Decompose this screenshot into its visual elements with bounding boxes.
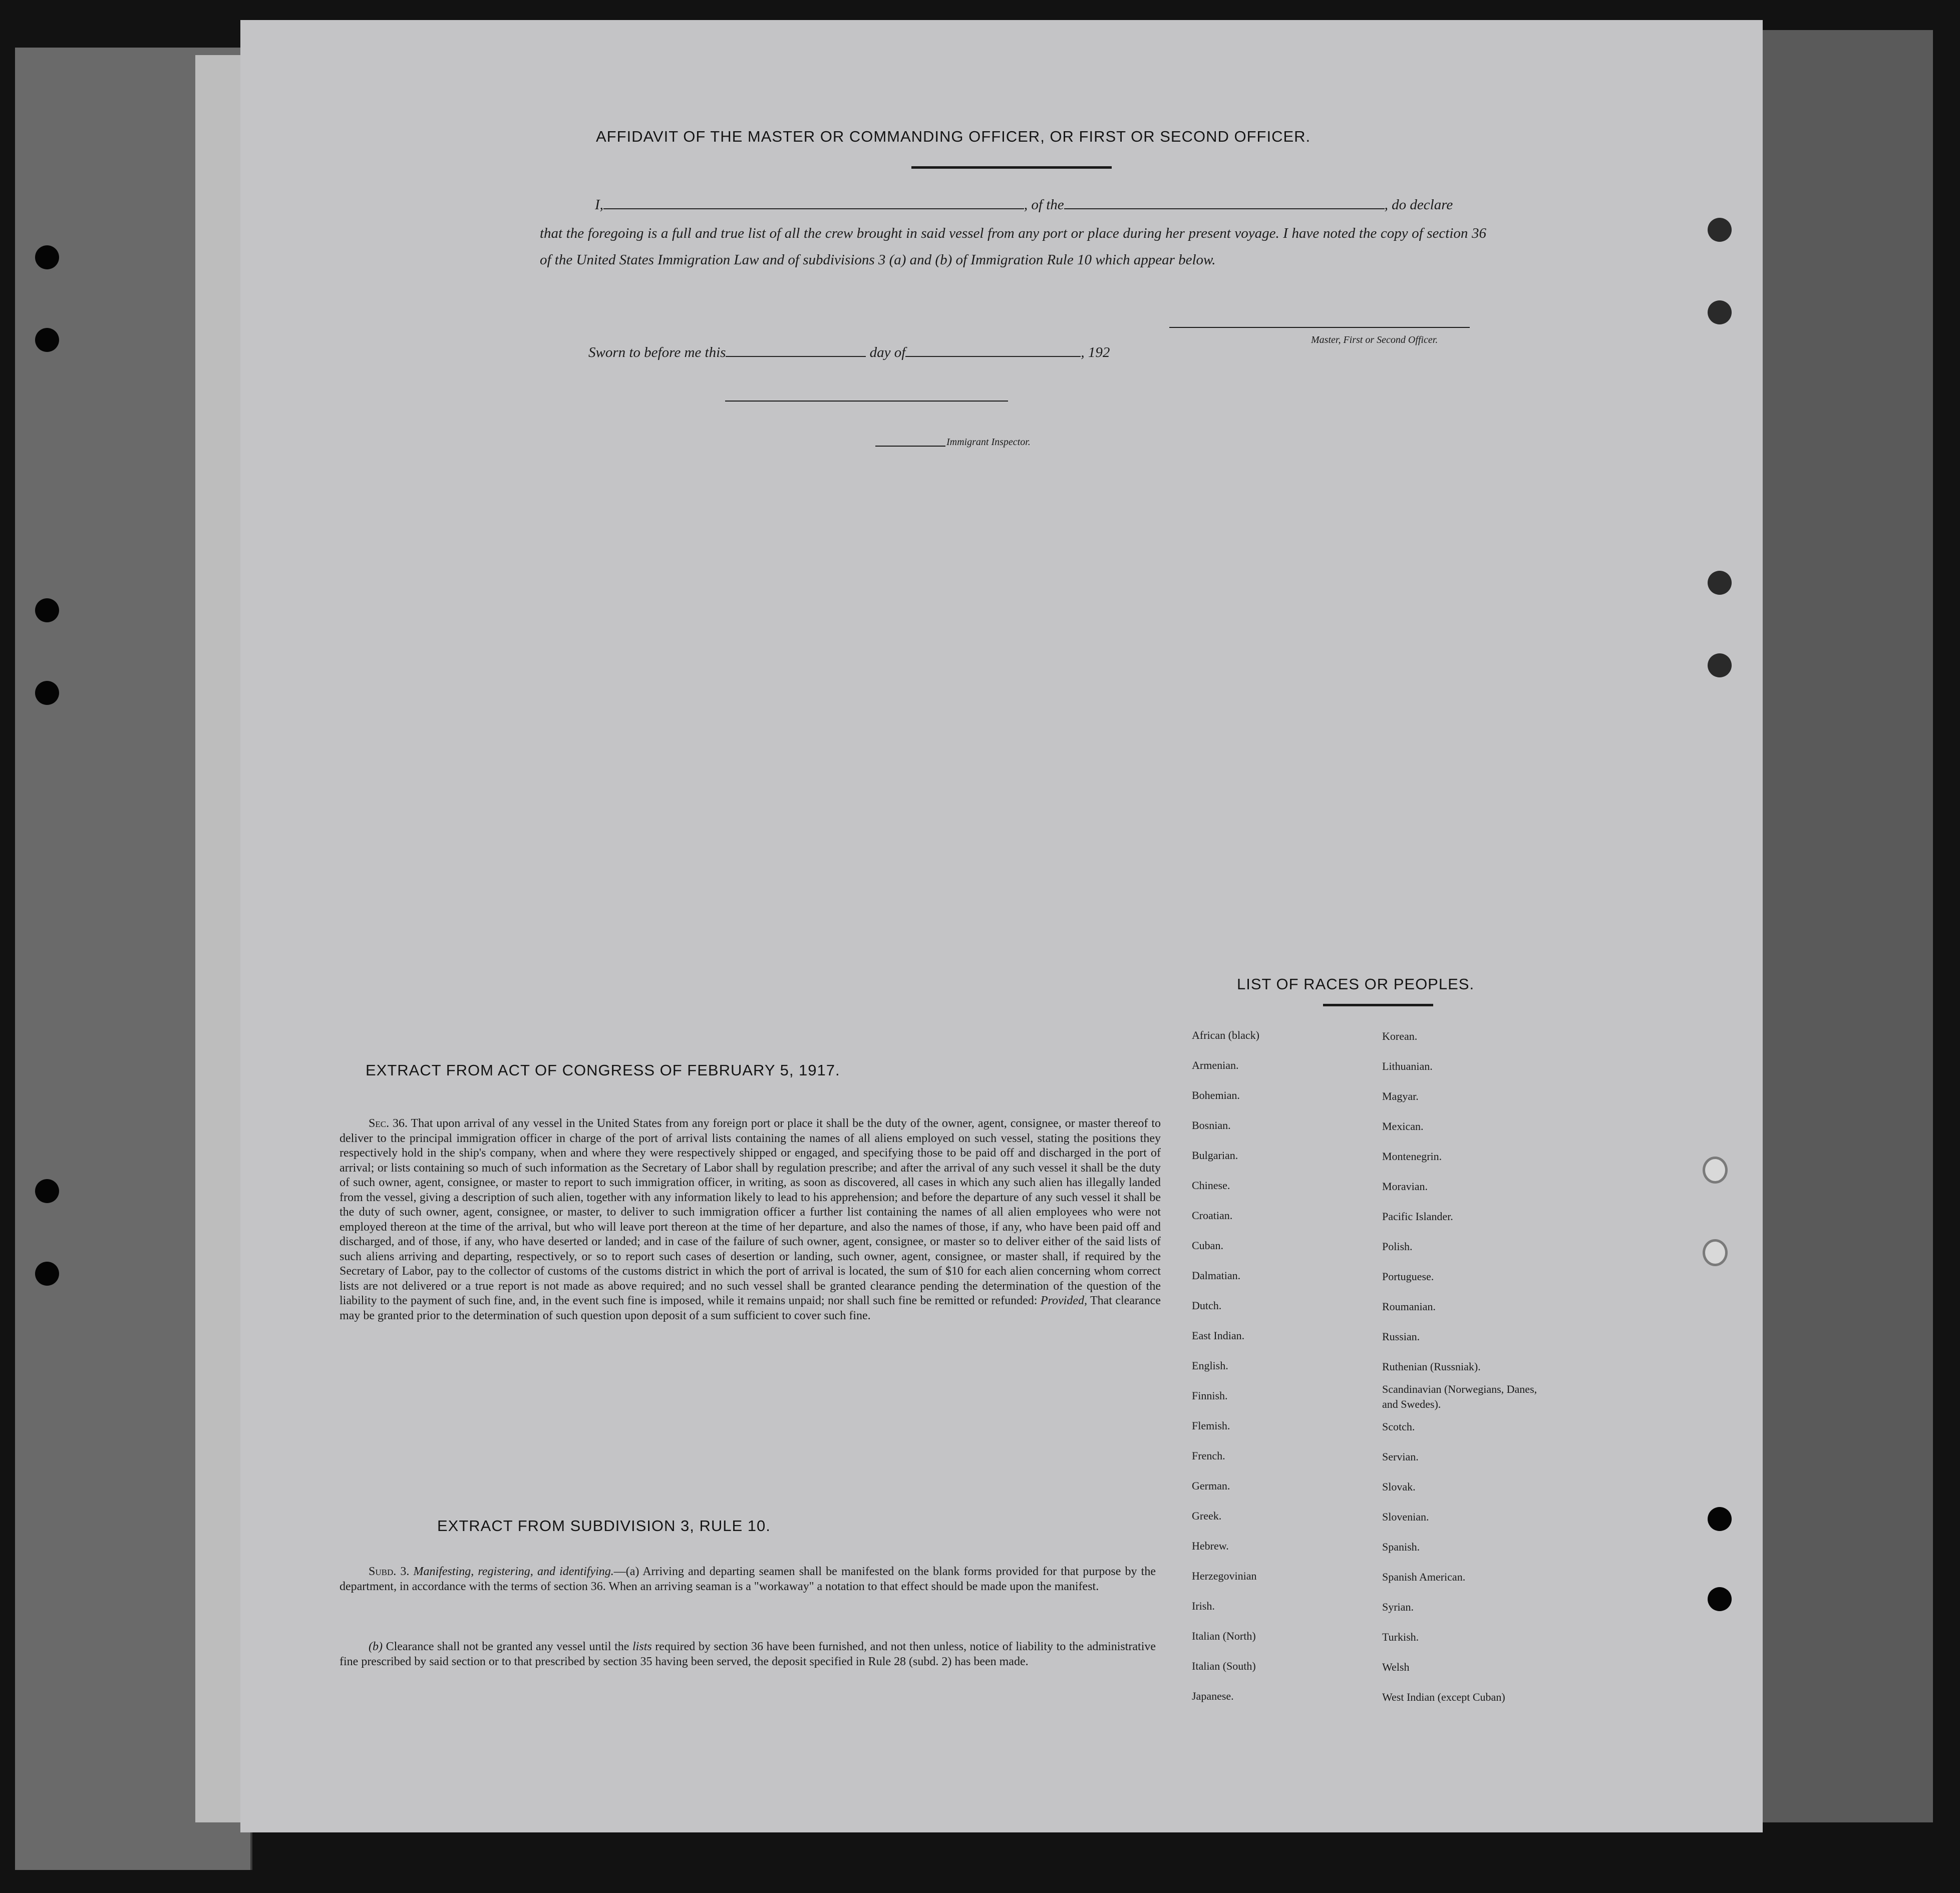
affidavit-title: AFFIDAVIT OF THE MASTER OR COMMANDING OFFICER, OR FIRST OR SECOND OFFICER. bbox=[596, 128, 1311, 145]
race-item: Turkish. bbox=[1382, 1631, 1419, 1643]
underlying-page-right bbox=[1743, 30, 1933, 1822]
declare-suffix: , do declare bbox=[1384, 197, 1453, 213]
subdivision-label: Subd. 3. bbox=[369, 1565, 410, 1578]
race-item: French. bbox=[1192, 1449, 1225, 1462]
binder-hole bbox=[1708, 571, 1732, 595]
race-item: Hebrew. bbox=[1192, 1540, 1229, 1552]
binder-hole bbox=[35, 598, 59, 622]
races-right-column bbox=[1382, 1021, 1547, 1712]
race-item: West Indian (except Cuban) bbox=[1382, 1691, 1505, 1703]
race-item: Scotch. bbox=[1382, 1420, 1415, 1433]
race-item: Spanish. bbox=[1382, 1541, 1420, 1553]
subdivision-heading: Manifesting, registering, and identifying. bbox=[413, 1565, 614, 1578]
sworn-month-field[interactable] bbox=[905, 343, 1081, 357]
race-item: Montenegrin. bbox=[1382, 1150, 1442, 1163]
race-item: Korean. bbox=[1382, 1030, 1418, 1042]
race-item: Russian. bbox=[1382, 1330, 1420, 1343]
paragraph-a: —(a) Arriving and departing seamen shall be manifested on the blank forms provided for that purpose by the department, in accordance with the terms of section 36. When an arriving seaman is a "workaway" a notation to that effect should be made upon the manifest. bbox=[340, 1565, 1156, 1593]
race-item: Croatian. bbox=[1192, 1209, 1233, 1222]
vessel-name-field[interactable] bbox=[1064, 195, 1385, 209]
race-item: Magyar. bbox=[1382, 1090, 1419, 1102]
race-item: Servian. bbox=[1382, 1450, 1419, 1463]
race-item: Herzegovinian bbox=[1192, 1570, 1257, 1582]
underlying-page-strip bbox=[195, 55, 245, 1822]
race-item: Mexican. bbox=[1382, 1120, 1424, 1132]
race-item: Japanese. bbox=[1192, 1690, 1234, 1702]
binder-hole bbox=[35, 681, 59, 705]
paragraph-b-text1: Clearance shall not be granted any vessel until the bbox=[386, 1640, 629, 1653]
inspector-label: Immigrant Inspector. bbox=[946, 437, 1031, 448]
binder-hole bbox=[35, 1179, 59, 1203]
race-item: German. bbox=[1192, 1479, 1230, 1492]
race-item: Bohemian. bbox=[1192, 1089, 1240, 1101]
race-item: Bulgarian. bbox=[1192, 1149, 1238, 1162]
paragraph-b-text2: required by section 36 have been furnished, and not then unless, notice of liability to the administrative fine prescribed by said section or to that prescribed by section 35 having been served, the deposit specified in Rule 28 (subd. 2) has been made. bbox=[340, 1640, 1156, 1668]
race-item: English. bbox=[1192, 1359, 1228, 1372]
race-item: Finnish. bbox=[1192, 1389, 1228, 1402]
race-item: Bosnian. bbox=[1192, 1119, 1231, 1131]
sworn-line bbox=[588, 343, 1110, 361]
race-item: Scandinavian (Norwegians, Danes, and Swedes). bbox=[1382, 1383, 1537, 1410]
act-extract-title: EXTRACT FROM ACT OF CONGRESS OF FEBRUARY 5, 1917. bbox=[366, 1061, 840, 1079]
race-item: Dalmatian. bbox=[1192, 1269, 1241, 1282]
race-item: Armenian. bbox=[1192, 1059, 1239, 1071]
race-item: Spanish American. bbox=[1382, 1571, 1466, 1583]
race-item: Cuban. bbox=[1192, 1239, 1223, 1252]
binder-hole bbox=[1708, 218, 1732, 242]
section-36-body: That upon arrival of any vessel in the United States from any foreign port or place it shall be the duty of the owner, agent, consignee, or master thereof to deliver to the principal immigration officer in charge of the port of arrival lists containing the names of all aliens employed on such vessel, stating the positions they respectively hold in the ship's company, when and where they were respectively shipped or engaged, and specifying those to be paid off and discharged in the port of arrival; or lists containing so much of such information as the Secretary of Labor shall by regulation prescribe; and after the arrival of any such vessel it shall be the duty of such owner, agent, consignee, or master to report to such immigration officer, in writing, as soon as discovered, all cases in which any such alien has illegally landed from the vessel, giving a description of such alien, together with any information likely to lead to his apprehension; and before the departure of any such vessel it shall be the duty of such owner, agent, consignee, or master, to deliver to such immigration officer a further list containing the names of all alien employees who were not employed thereon at the time of the arrival, but who will leave port thereon at the time of her departure, and also the names of those, if any, who have been paid off and discharged, and of those, if any, who have deserted or landed; and in case of the failure of such owner, agent, consignee, or master so to deliver either of the said lists of such aliens arriving and departing, respectively, or so to report such cases of desertion or landing, such owner, agent, consignee, or master shall, if required by the Secretary of Labor, pay to the collector of customs of the customs district in which the port of arrival is located, the sum of $10 for each alien concerning whom correct lists are not delivered or a true report is not made as above required; and no such vessel shall be granted clearance pending the determination of the question of the liability to the payment of such fine, and, in the event such fine is imposed, while it remains unpaid; nor shall such fine be remitted or refunded: bbox=[340, 1117, 1161, 1307]
race-item: East Indian. bbox=[1192, 1329, 1245, 1342]
signature-line[interactable] bbox=[1169, 327, 1470, 328]
race-item: Polish. bbox=[1382, 1240, 1413, 1253]
race-item: Italian (North) bbox=[1192, 1630, 1256, 1642]
vessel-prefix: , of the bbox=[1024, 197, 1064, 213]
race-item: Slovenian. bbox=[1382, 1510, 1429, 1523]
races-title: LIST OF RACES OR PEOPLES. bbox=[1237, 975, 1475, 993]
provided-label: Provided, bbox=[1040, 1294, 1087, 1307]
race-item: Portuguese. bbox=[1382, 1270, 1434, 1283]
title-underline bbox=[911, 166, 1112, 169]
reinforcement-ring bbox=[1703, 1157, 1728, 1184]
race-item: Roumanian. bbox=[1382, 1300, 1436, 1313]
races-title-underline bbox=[1323, 1004, 1433, 1006]
signature-label: Master, First or Second Officer. bbox=[1311, 334, 1438, 345]
binder-hole bbox=[1708, 653, 1732, 677]
inspector-signature-line[interactable] bbox=[725, 401, 1008, 402]
paragraph-b bbox=[340, 1640, 1156, 1669]
binder-hole bbox=[35, 328, 59, 352]
paragraph-b-lists: lists bbox=[632, 1640, 652, 1653]
race-item: Welsh bbox=[1382, 1661, 1410, 1673]
section-36-text bbox=[340, 1116, 1161, 1323]
sworn-day-field[interactable] bbox=[726, 343, 866, 357]
binder-hole bbox=[35, 245, 59, 269]
subdivision-3-text bbox=[340, 1565, 1156, 1594]
affidavit-body: that the foregoing is a full and true list of all the crew brought in said vessel from any port or place during her present voyage. I have noted the copy of section 36 of the United States Immigration Law and of subdivisions 3 (a) and (b) of Immigration Rule 10 which appear below. bbox=[540, 225, 1486, 268]
binder-hole bbox=[1708, 1587, 1732, 1611]
race-item: Greek. bbox=[1192, 1509, 1222, 1522]
section-label: Sec. 36. bbox=[369, 1117, 408, 1130]
paragraph-b-label: (b) bbox=[369, 1640, 383, 1653]
race-item: Pacific Islander. bbox=[1382, 1210, 1453, 1223]
race-item: Chinese. bbox=[1192, 1179, 1230, 1192]
race-item: Lithuanian. bbox=[1382, 1060, 1433, 1072]
rule-extract-title: EXTRACT FROM SUBDIVISION 3, RULE 10. bbox=[437, 1517, 771, 1535]
binder-hole bbox=[35, 1262, 59, 1286]
declarant-prefix: I, bbox=[595, 197, 603, 213]
race-item: African (black) bbox=[1192, 1029, 1259, 1041]
race-item: Dutch. bbox=[1192, 1299, 1222, 1312]
provided-text: That clearance may be granted prior to the determination of such question upon deposit of a sum sufficient to cover such fine. bbox=[340, 1294, 1161, 1322]
races-left-column bbox=[1192, 1020, 1259, 1711]
race-item: Moravian. bbox=[1382, 1180, 1428, 1193]
manifest-sheet bbox=[240, 20, 1763, 1832]
race-item: Slovak. bbox=[1382, 1480, 1416, 1493]
reinforcement-ring bbox=[1703, 1239, 1728, 1266]
sworn-year: , 192 bbox=[1081, 344, 1110, 360]
sworn-prefix: Sworn to before me this bbox=[588, 344, 726, 360]
race-item: Ruthenian (Russniak). bbox=[1382, 1360, 1481, 1373]
sworn-month-prefix: day of bbox=[869, 344, 906, 360]
declaration-line bbox=[595, 195, 1453, 213]
inspector-prefix-line bbox=[875, 446, 945, 447]
binder-hole bbox=[1708, 1507, 1732, 1531]
race-item: Irish. bbox=[1192, 1600, 1215, 1612]
declarant-name-field[interactable] bbox=[603, 195, 1024, 209]
race-item: Italian (South) bbox=[1192, 1660, 1256, 1672]
race-item: Flemish. bbox=[1192, 1419, 1230, 1432]
binder-hole bbox=[1708, 300, 1732, 324]
race-item: Syrian. bbox=[1382, 1601, 1414, 1613]
